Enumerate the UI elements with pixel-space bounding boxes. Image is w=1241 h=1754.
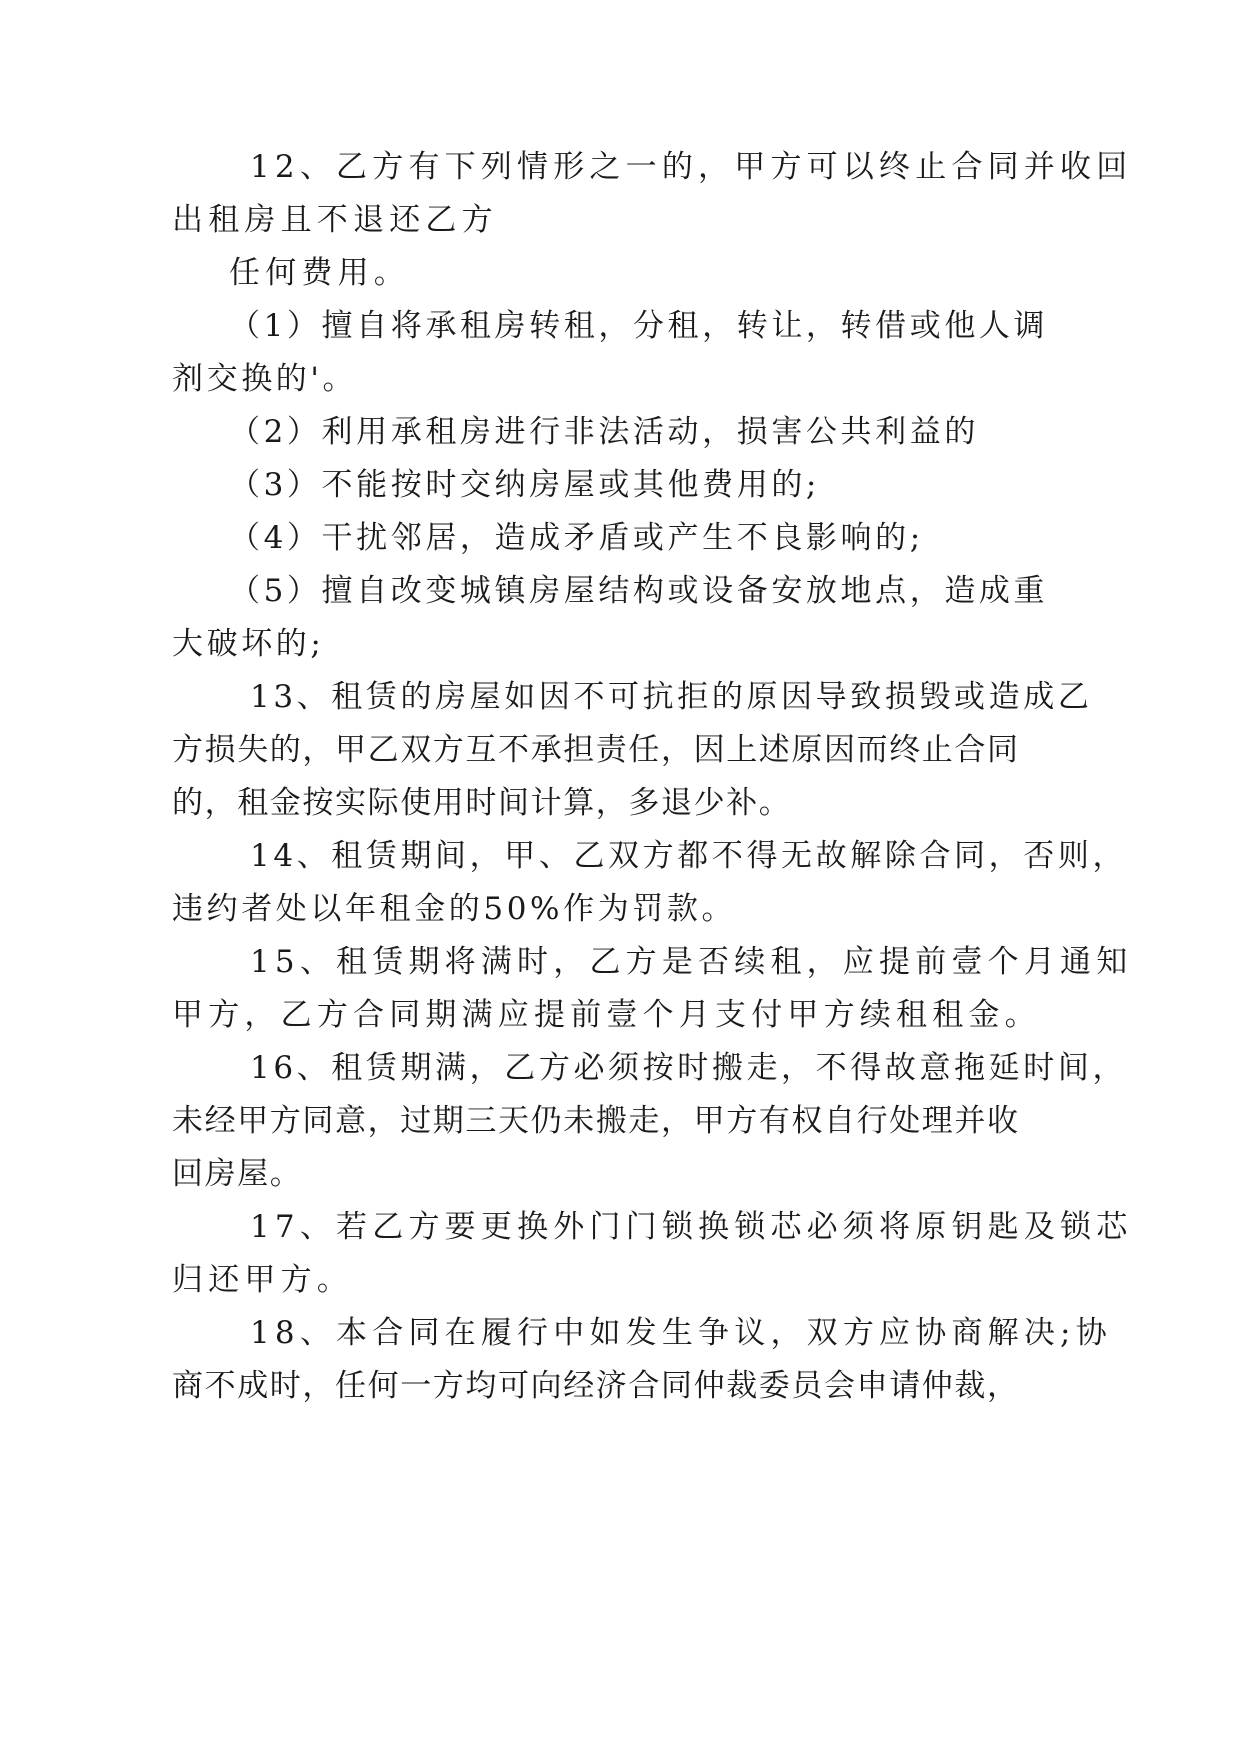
item-1-line-1: （1）擅自将承租房转租，分租，转让，转借或他人调 xyxy=(229,308,1049,344)
paragraph-12-line-2: 出租房且不退还乙方 xyxy=(172,202,498,238)
paragraph-16-line-3: 回房屋。 xyxy=(172,1156,303,1192)
paragraph-13-line-3: 的，租金按实际使用时间计算，多退少补。 xyxy=(172,785,792,821)
paragraph-14-line-2: 违约者处以年租金的50%作为罚款。 xyxy=(172,891,737,927)
paragraph-12-line-3: 任何费用。 xyxy=(229,255,410,291)
item-4: （4）干扰邻居，造成矛盾或产生不良影响的; xyxy=(229,520,924,556)
paragraph-13-line-1: 13、租赁的房屋如因不可抗拒的原因导致损毁或造成乙 xyxy=(250,679,1093,715)
item-2: （2）利用承租房进行非法活动，损害公共利益的 xyxy=(229,414,979,450)
item-5-line-2: 大破坏的; xyxy=(172,626,325,662)
paragraph-13-line-2: 方损失的，甲乙双方互不承担责任，因上述原因而终止合同 xyxy=(172,732,1020,768)
paragraph-14-line-1: 14、租赁期间，甲、乙双方都不得无故解除合同，否则， xyxy=(250,838,1128,874)
paragraph-18-line-2: 商不成时，任何一方均可向经济合同仲裁委员会申请仲裁， xyxy=(172,1368,1020,1404)
paragraph-17-line-1: 17、若乙方要更换外门门锁换锁芯必须将原钥匙及锁芯 xyxy=(250,1209,1133,1245)
item-5-line-1: （5）擅自改变城镇房屋结构或设备安放地点，造成重 xyxy=(229,573,1049,609)
paragraph-12-line-1: 12、乙方有下列情形之一的，甲方可以终止合同并收回 xyxy=(250,149,1133,185)
paragraph-16-line-2: 未经甲方同意，过期三天仍未搬走，甲方有权自行处理并收 xyxy=(172,1103,1020,1139)
item-1-line-2: 剂交换的'。 xyxy=(172,361,358,397)
paragraph-18-line-1: 18、本合同在履行中如发生争议，双方应协商解决;协 xyxy=(250,1315,1112,1351)
paragraph-15-line-1: 15、租赁期将满时，乙方是否续租，应提前壹个月通知 xyxy=(250,944,1133,980)
item-3: （3）不能按时交纳房屋或其他费用的; xyxy=(229,467,820,503)
paragraph-16-line-1: 16、租赁期满，乙方必须按时搬走，不得故意拖延时间， xyxy=(250,1050,1128,1086)
paragraph-15-line-2: 甲方，乙方合同期满应提前壹个月支付甲方续租租金。 xyxy=(172,997,1041,1033)
paragraph-17-line-2: 归还甲方。 xyxy=(172,1262,353,1298)
